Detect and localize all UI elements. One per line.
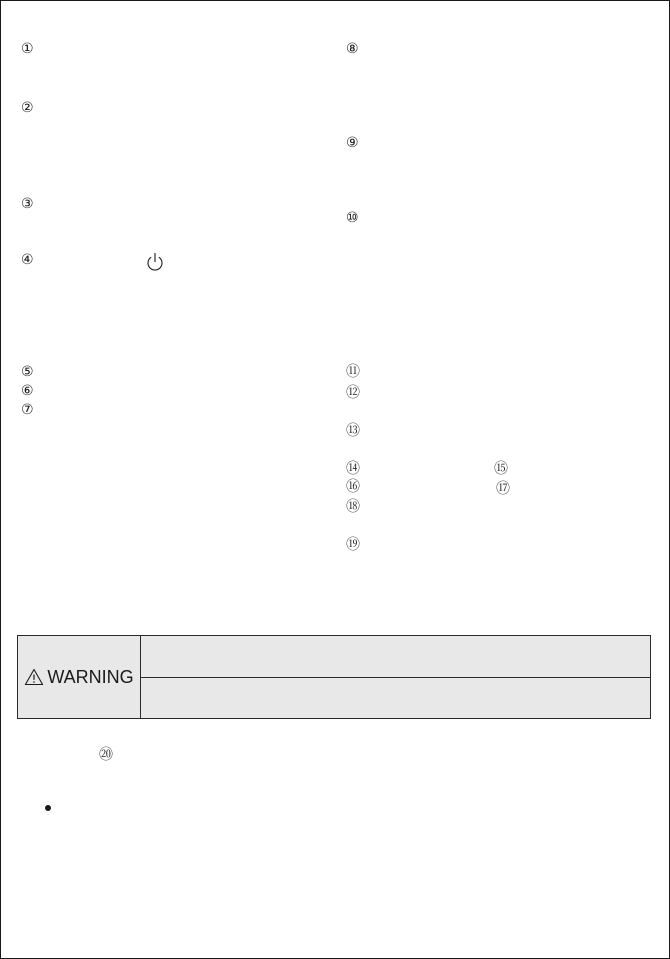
warning-label-text: WARNING (47, 666, 134, 687)
marker-10: ⑩ (346, 210, 359, 226)
marker-2: ② (21, 100, 34, 116)
marker-11: ⑪ (346, 364, 360, 380)
warning-triangle-icon (24, 668, 44, 686)
marker-7: ⑦ (21, 402, 34, 418)
warning-table (17, 635, 651, 719)
marker-19: ⑲ (346, 537, 360, 553)
marker-1: ① (21, 41, 34, 57)
marker-20: ⑳ (99, 747, 113, 763)
marker-4: ④ (21, 252, 34, 268)
marker-15: ⑮ (494, 461, 508, 477)
marker-3: ③ (21, 196, 34, 212)
marker-17: ⑰ (496, 481, 510, 497)
marker-6: ⑥ (21, 383, 34, 399)
power-icon (146, 252, 164, 272)
marker-9: ⑨ (346, 135, 359, 151)
marker-12: ⑫ (346, 385, 360, 401)
marker-14: ⑭ (346, 461, 360, 477)
warning-row-1 (141, 636, 650, 677)
marker-8: ⑧ (346, 41, 359, 57)
bullet-point (45, 805, 51, 811)
marker-16: ⑯ (346, 479, 360, 495)
marker-18: ⑱ (346, 499, 360, 515)
warning-row-2 (141, 678, 650, 718)
marker-5: ⑤ (21, 364, 34, 380)
marker-13: ⑬ (346, 423, 360, 439)
warning-label-cell (18, 636, 141, 718)
